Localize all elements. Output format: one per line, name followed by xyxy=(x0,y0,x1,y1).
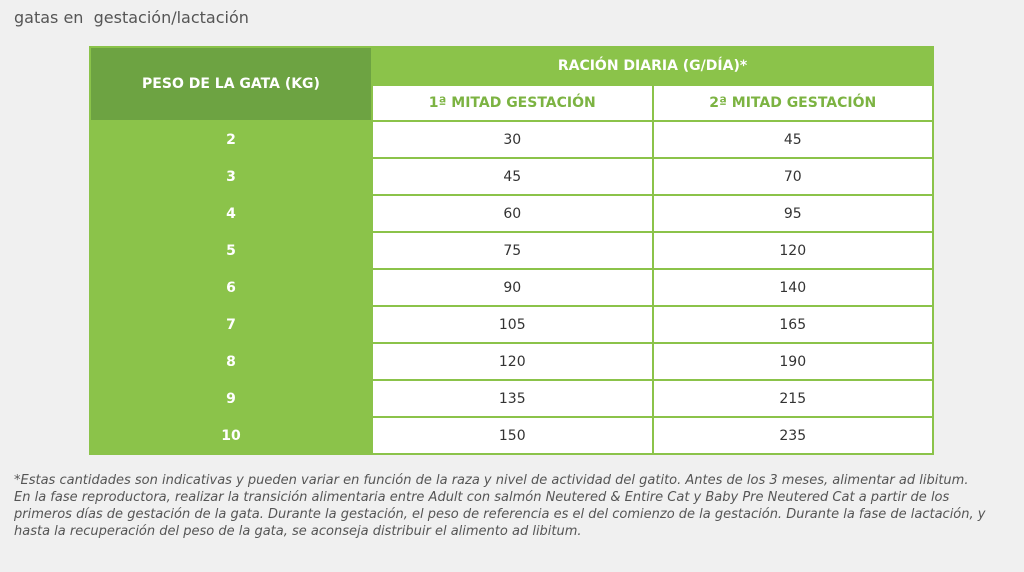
weight-cell: 9 xyxy=(90,380,372,417)
first-half-cell: 120 xyxy=(372,343,653,380)
table-row xyxy=(90,380,933,417)
second-half-cell: 190 xyxy=(653,343,934,380)
table-row xyxy=(90,195,933,232)
first-half-cell: 135 xyxy=(372,380,653,417)
table-header-row xyxy=(90,47,933,85)
table-row xyxy=(90,121,933,158)
footnote-line: *Estas cantidades son indicativas y pueden variar en función de la raza y nivel de actividad del gatito. Antes de los 3 meses, alimentar ad libitum. xyxy=(14,473,969,488)
weight-cell: 4 xyxy=(90,195,372,232)
second-half-cell: 165 xyxy=(653,306,934,343)
table-row xyxy=(90,158,933,195)
table-body xyxy=(90,121,933,454)
table-row xyxy=(90,417,933,454)
footnote-line: En la fase reproductora, realizar la transición alimentaria entre Adult con salmón Neutered & Entire Cat y Baby Pre Neutered Cat a partir de los primeros días de gestación de la gata. Durante la gestación, el peso de referencia es el del comienzo de la gestación. Durante la fase de lactación, y hasta la recuperación del peso de la gata, se aconseja distribuir el alimento ad libitum. xyxy=(14,490,986,539)
feeding-table-container xyxy=(89,46,934,455)
second-half-cell: 235 xyxy=(653,417,934,454)
weight-cell: 7 xyxy=(90,306,372,343)
header-weight: PESO DE LA GATA (KG) xyxy=(90,47,372,121)
weight-cell: 10 xyxy=(90,417,372,454)
weight-cell: 6 xyxy=(90,269,372,306)
table-header xyxy=(90,47,933,121)
first-half-cell: 45 xyxy=(372,158,653,195)
second-half-cell: 215 xyxy=(653,380,934,417)
table-row xyxy=(90,306,933,343)
header-ration: RACIÓN DIARIA (G/DÍA)* xyxy=(372,47,933,85)
second-half-cell: 45 xyxy=(653,121,934,158)
table-row xyxy=(90,269,933,306)
table-row xyxy=(90,232,933,269)
subheader-second-half: 2ª MITAD GESTACIÓN xyxy=(653,85,934,121)
second-half-cell: 95 xyxy=(653,195,934,232)
first-half-cell: 90 xyxy=(372,269,653,306)
feeding-table xyxy=(89,46,934,455)
second-half-cell: 70 xyxy=(653,158,934,195)
first-half-cell: 75 xyxy=(372,232,653,269)
page-title: gatas en gestación/lactación xyxy=(14,8,249,27)
first-half-cell: 150 xyxy=(372,417,653,454)
second-half-cell: 120 xyxy=(653,232,934,269)
subheader-first-half: 1ª MITAD GESTACIÓN xyxy=(372,85,653,121)
first-half-cell: 30 xyxy=(372,121,653,158)
table-row xyxy=(90,343,933,380)
weight-cell: 5 xyxy=(90,232,372,269)
second-half-cell: 140 xyxy=(653,269,934,306)
footnote xyxy=(14,472,1010,540)
first-half-cell: 60 xyxy=(372,195,653,232)
weight-cell: 3 xyxy=(90,158,372,195)
first-half-cell: 105 xyxy=(372,306,653,343)
weight-cell: 8 xyxy=(90,343,372,380)
weight-cell: 2 xyxy=(90,121,372,158)
